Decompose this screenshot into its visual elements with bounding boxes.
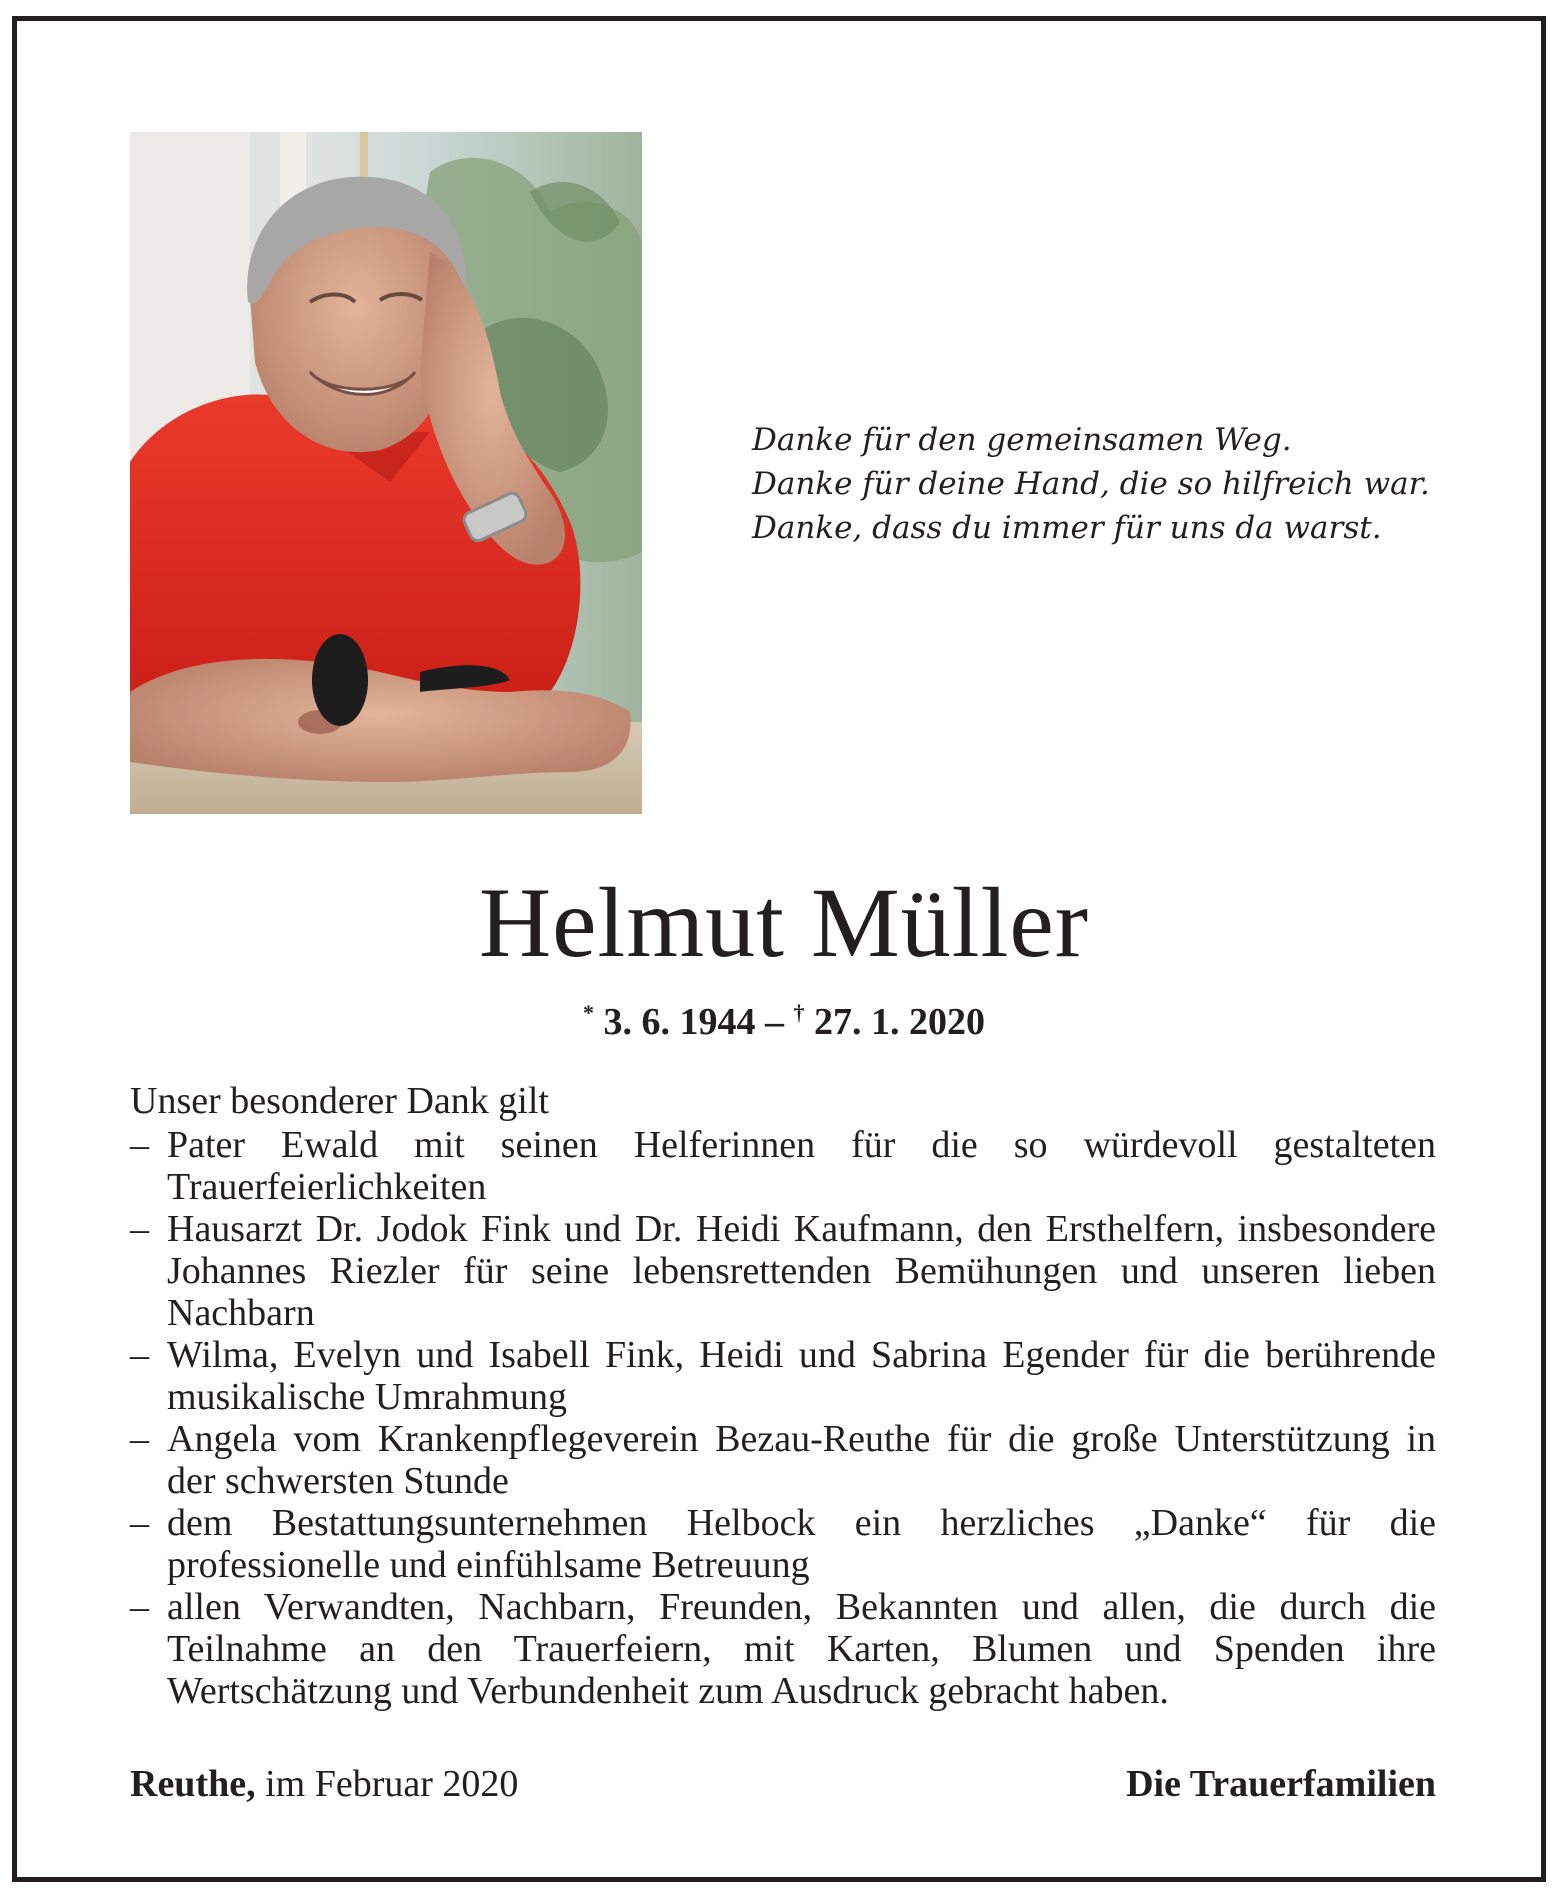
quote-line: Danke, dass du immer für uns da warst.: [752, 510, 1382, 546]
birth-date: 3. 6. 1944: [603, 1001, 756, 1043]
list-item: [130, 1208, 1436, 1334]
quote-line: Danke für deine Hand, die so hilfreich war.: [752, 466, 1430, 502]
thanks-section: [130, 1080, 1436, 1712]
portrait-photo: [130, 132, 642, 814]
place-and-date: [130, 1762, 518, 1806]
thanks-intro: Unser besonderer Dank gilt: [130, 1080, 549, 1122]
place: Reuthe,: [130, 1763, 256, 1805]
thanks-list: [130, 1124, 1436, 1712]
list-item-text: dem Bestattungsunternehmen Helbock ein herzliches „Danke“ für die professionelle und einfühlsame Betreuung: [167, 1502, 1436, 1586]
list-item-text: allen Verwandten, Nachbarn, Freunden, Bekannten und allen, die durch die Teilnahme an den Trauerfeiern, mit Karten, Blumen und Spenden ihre Wertschätzung und Verbundenheit zum Ausdruck gebracht haben.: [167, 1586, 1436, 1712]
signature: Die Trauerfamilien: [1126, 1763, 1436, 1805]
quote-line: Danke für den gemeinsamen Weg.: [752, 422, 1292, 458]
list-bullet: –: [130, 1334, 149, 1376]
list-bullet: –: [130, 1208, 149, 1250]
list-item: [130, 1418, 1436, 1502]
portrait-illustration: [130, 132, 642, 814]
birth-symbol: *: [583, 1000, 594, 1025]
date-separator: –: [765, 1001, 784, 1043]
death-date: 27. 1. 2020: [814, 1001, 985, 1043]
notice-date: im Februar 2020: [255, 1763, 519, 1805]
thank-you-quote: [752, 418, 1472, 550]
list-item-text: Pater Ewald mit seinen Helferinnen für die so würdevoll gestalteten Trauerfeierlichkeiten: [167, 1124, 1436, 1208]
list-bullet: –: [130, 1502, 149, 1544]
list-item: [130, 1586, 1436, 1712]
list-item-text: Wilma, Evelyn und Isabell Fink, Heidi und Sabrina Egender für die berührende musikalische Umrahmung: [167, 1334, 1436, 1418]
list-bullet: –: [130, 1124, 149, 1166]
list-item-text: Hausarzt Dr. Jodok Fink und Dr. Heidi Kaufmann, den Ersthelfern, insbesondere Johannes Riezler für seine lebensrettenden Bemühungen und unseren lieben Nachbarn: [167, 1208, 1436, 1334]
list-bullet: –: [130, 1418, 149, 1460]
list-item: [130, 1334, 1436, 1418]
list-item-text: Angela vom Krankenpflegeverein Bezau-Reuthe für die große Unterstützung in der schwersten Stunde: [167, 1418, 1436, 1502]
list-item: [130, 1124, 1436, 1208]
list-item: [130, 1502, 1436, 1586]
list-bullet: –: [130, 1586, 149, 1628]
deceased-name: Helmut Müller: [478, 867, 1090, 978]
life-dates: [0, 990, 1568, 1045]
death-symbol: †: [793, 1000, 805, 1025]
